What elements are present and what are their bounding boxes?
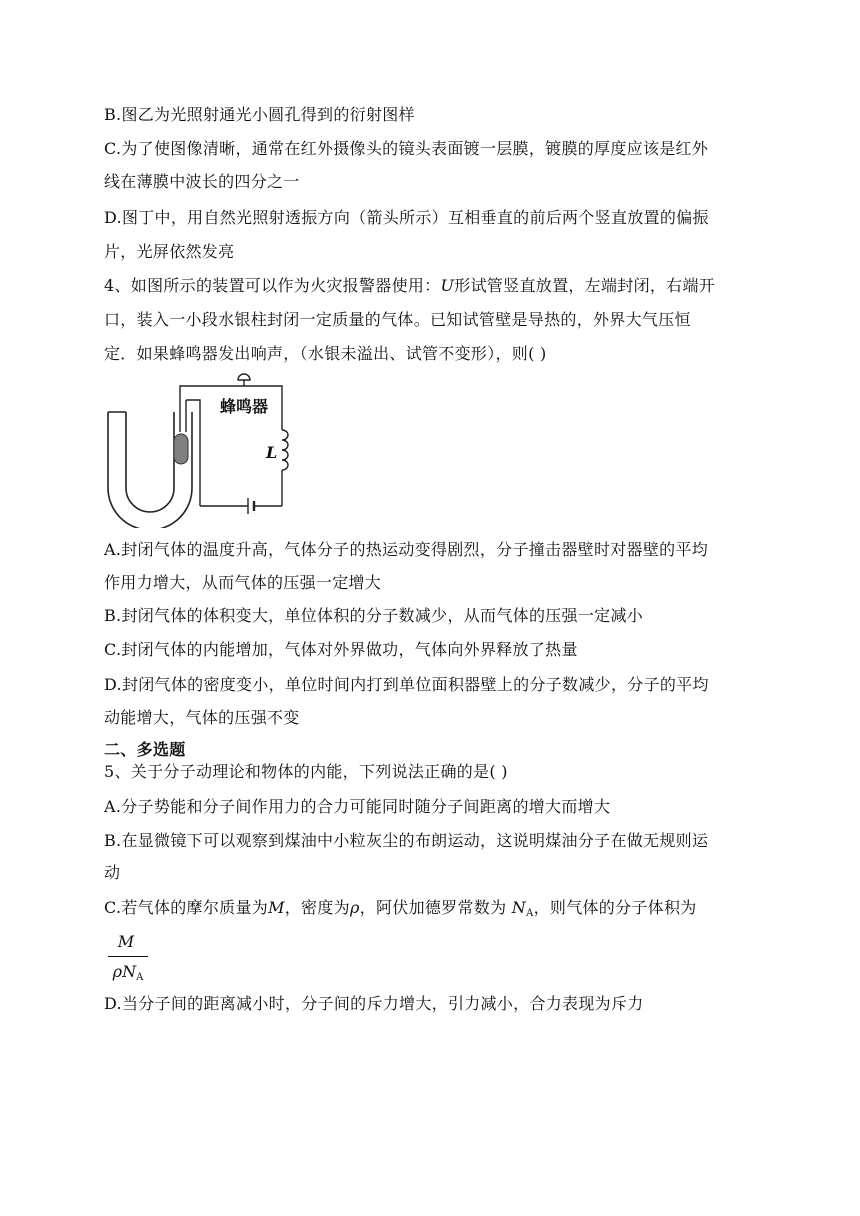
option-3d-line1: D.图丁中，用自然光照射透振方向（箭头所示）互相垂直的前后两个竖直放置的偏振 <box>104 208 709 227</box>
q4-text-a: 4、如图所示的装置可以作为火灾报警器使用： <box>104 276 441 295</box>
question-4-line3: 定．如果蜂鸣器发出响声，（水银未溢出、试管不变形），则( ) <box>104 344 547 363</box>
o5c-e: ，阿伏加德罗常数为 <box>359 898 507 917</box>
option-5b-line2: 动 <box>104 863 121 882</box>
buzzer-label: 蜂鸣器 <box>220 397 269 416</box>
o5c-n-sub: A <box>526 908 534 919</box>
option-3c-line1: C.为了使图像清晰，通常在红外摄像头的镜头表面镀一层膜，镀膜的厚度应该是红外 <box>104 139 709 158</box>
option-4d-line2: 动能增大，气体的压强不变 <box>104 708 300 727</box>
o5c-a: C.若气体的摩尔质量为 <box>104 898 269 917</box>
question-5: 5、关于分子动理论和物体的内能，下列说法正确的是( ) <box>104 762 508 781</box>
fraction-bar <box>108 956 148 957</box>
option-4a-line1: A.封闭气体的温度升高，气体分子的热运动变得剧烈，分子撞击器壁时对器壁的平均 <box>104 540 709 559</box>
o5c-c: ，密度为 <box>284 898 350 917</box>
section-heading: 二、多选题 <box>104 740 186 759</box>
option-4b: B.封闭气体的体积变大，单位体积的分子数减少，从而气体的压强一定减小 <box>104 606 644 625</box>
option-3d-line2: 片，光屏依然发亮 <box>104 242 235 261</box>
o5c-m: M <box>268 898 285 917</box>
question-4-line2: 口，装入一小段水银柱封闭一定质量的气体。已知试管壁是导热的，外界大气压恒 <box>104 310 691 329</box>
frac-den-text: ρN <box>112 962 137 981</box>
question-4-line1 <box>104 276 715 296</box>
option-5c-line1 <box>104 898 697 924</box>
option-5a: A.分子势能和分子间作用力的合力可能同时随分子间距离的增大而增大 <box>104 797 611 816</box>
coil-label: L <box>266 443 278 462</box>
fraction-numerator: M <box>117 932 135 951</box>
fire-alarm-diagram <box>104 370 304 528</box>
q4-text-c: 形试管竖直放置，左端封闭，右端开 <box>454 276 716 295</box>
option-4d-line1: D.封闭气体的密度变小，单位时间内打到单位面积器壁上的分子数减少，分子的平均 <box>104 675 709 694</box>
o5c-n: N <box>511 898 527 917</box>
option-4c: C.封闭气体的内能增加，气体对外界做功，气体向外界释放了热量 <box>104 640 578 659</box>
o5c-h: ，则气体的分子体积为 <box>533 898 697 917</box>
fraction-formula <box>104 930 154 986</box>
fire-alarm-figure <box>104 370 304 528</box>
q4-u-symbol: U <box>440 276 455 295</box>
option-3c-line2: 线在薄膜中波长的四分之一 <box>104 172 300 191</box>
o5c-rho: ρ <box>349 898 360 917</box>
frac-den-sub: A <box>136 972 144 983</box>
option-5b-line1: B.在显微镜下可以观察到煤油中小粒灰尘的布朗运动，这说明煤油分子在做无规则运 <box>104 831 709 850</box>
option-3b: B.图乙为光照射通光小圆孔得到的衍射图样 <box>104 105 415 124</box>
option-5d: D.当分子间的距离减小时，分子间的斥力增大，引力减小，合力表现为斥力 <box>104 994 644 1013</box>
fraction-denominator <box>104 962 152 983</box>
option-4a-line2: 作用力增大，从而气体的压强一定增大 <box>104 573 382 592</box>
